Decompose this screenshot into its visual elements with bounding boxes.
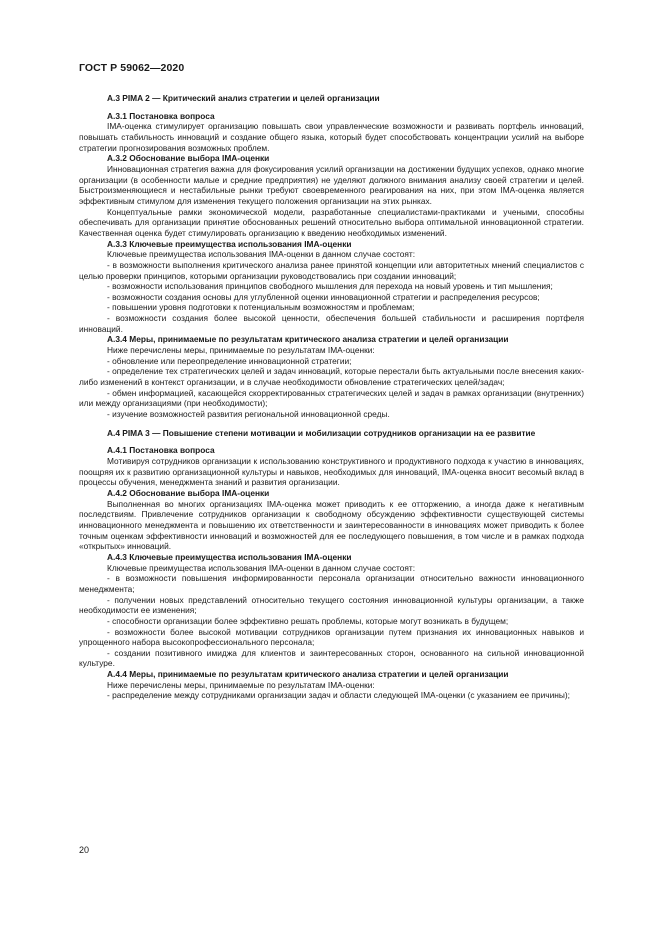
- list-item: - обновление или переопределение инновационной стратегии;: [107, 355, 352, 366]
- paragraph: Ключевые преимущества использования IMA-оценки в данном случае состоят:: [107, 562, 416, 573]
- document-body: [79, 93, 584, 701]
- list-item: - распределение между сотрудниками организации задач и области следующей IMA-оценки (с указанием ее причины);: [107, 690, 570, 701]
- list-item: - обмен информацией, касающейся скорректированных стратегических целей и задач в рамках организации (внутренних) или между организациями (при необходимости);: [79, 387, 584, 409]
- subsection-a3-4-title: А.3.4 Меры, принимаемые по результатам критического анализа стратегии и целей организации: [107, 334, 509, 345]
- paragraph: Ключевые преимущества использования IMA-оценки в данном случае состоят:: [107, 249, 416, 260]
- paragraph: Инновационная стратегия важна для фокусирования усилий организации на достижении будущих успехов, однако многие организации (в особенности малые и средние предприятия) не уделяют должного внимания анализу своей стратегии и целей. Быстроизменяющиеся и нестабильные рынки требуют своевременного реагирования на них, при этом IMA-оценка является эффективным стимулом для изменения текущего положения организации на этих рынках.: [79, 163, 584, 206]
- section-a4-title: А.4 PIMA 3 — Повышение степени мотивации и мобилизации сотрудников организации на ее развитие: [107, 427, 536, 438]
- list-item: - возможности более высокой мотивации сотрудников организации путем признания их инновационных навыков и упрощенного набора высокопрофессионального персонала;: [79, 626, 584, 648]
- paragraph: Мотивируя сотрудников организации к использованию конструктивного и продуктивного подхода к участию в инновациях, поощряя их к развитию организационной культуры и навыков, необходимых для инноваций, IMA-оценка вносит весомый вклад в процессы обучения, менеджмента знаний и развития организации.: [79, 456, 584, 488]
- page-number: 20: [79, 845, 90, 855]
- list-item: - в возможности повышения информированности персонала организации относительно важности инновационного менеджмента;: [79, 573, 584, 594]
- document-header: ГОСТ Р 59062—2020: [79, 62, 185, 74]
- subsection-a4-1-title: А.4.1 Постановка вопроса: [107, 445, 215, 456]
- subsection-a4-4-title: А.4.4 Меры, принимаемые по результатам критического анализа стратегии и целей организации: [107, 669, 509, 680]
- subsection-a3-1-title: А.3.1 Постановка вопроса: [107, 110, 215, 121]
- paragraph: Концептуальные рамки экономической модели, разработанные специалистами-практиками и учеными, способны обеспечивать для организации принятие обоснованных решений относительно выбора оптимальной инновационной стратегии. Качественная оценка будет стимулировать организацию к введению необходимых изменений.: [79, 206, 584, 238]
- list-item: - в возможности выполнения критического анализа ранее принятой концепции или авторитетных мнений специалистов с целью проверки принципов, которыми организации руководствовались при создании инноваций;: [79, 259, 584, 281]
- list-item: - определение тех стратегических целей и задач инноваций, которые перестали быть актуальными после внесения каких-либо изменений в контекст организации, и в случае необходимости обновление стратегических целей/задач;: [79, 366, 584, 388]
- subsection-a4-3-title: А.4.3 Ключевые преимущества использования IMA-оценки: [107, 551, 352, 562]
- subsection-a4-2-title: А.4.2 Обоснование выбора IMA-оценки: [107, 487, 270, 498]
- list-item: - создании позитивного имиджа для клиентов и заинтересованных сторон, основанного на сильной инновационной культуре.: [79, 647, 584, 669]
- list-item: - возможности создания основы для углубленной оценки инновационной стратегии и распределения ресурсов;: [107, 291, 540, 302]
- list-item: - возможности использования принципов свободного мышления для перехода на новый уровень и тип мышления;: [107, 281, 553, 292]
- section-a3-title: А.3 PIMA 2 — Критический анализ стратегии и целей организации: [107, 93, 380, 103]
- list-item: - способности организации более эффективно решать проблемы, которые могут возникать в будущем;: [107, 615, 509, 626]
- list-item: - изучение возможностей развития региональной инновационной среды.: [107, 409, 390, 420]
- paragraph: IMA-оценка стимулирует организацию повышать свои управленческие возможности и развивать портфель инноваций, повышать стабильность инноваций и создание общего языка, который будет способствовать концентрации усилий на выборе стратегии прогнозирования возможных проблем.: [79, 121, 584, 153]
- subsection-a3-3-title: А.3.3 Ключевые преимущества использования IMA-оценки: [107, 238, 352, 249]
- subsection-a3-2-title: А.3.2 Обоснование выбора IMA-оценки: [107, 153, 270, 164]
- paragraph: Выполненная во многих организациях IMA-оценка может приводить к ее отторжению, а иногда даже к негативным последствиям. Привлечение сотрудников организации к свободному обсуждению эффективности существующей системы инновационного менеджмента и повышению их ответственности и заинтересованности в инновациях может приводить к более точным оценкам эффективности инноваций и возможностей для ее последующего повышения, в том числе и в рамках подхода «открытых» инноваций.: [79, 498, 584, 552]
- paragraph: Ниже перечислены меры, принимаемые по результатам IMA-оценки:: [107, 679, 375, 690]
- list-item: - повышении уровня подготовки к потенциальным возможностям и проблемам;: [107, 302, 415, 313]
- list-item: - возможности создания более высокой ценности, обеспечения большей стабильности и расширения портфеля инноваций.: [79, 313, 584, 334]
- paragraph: Ниже перечислены меры, принимаемые по результатам IMA-оценки:: [107, 345, 375, 356]
- list-item: - получении новых представлений относительно текущего состояния инновационной культуры организации, а также необходимости ее изменения;: [79, 594, 584, 616]
